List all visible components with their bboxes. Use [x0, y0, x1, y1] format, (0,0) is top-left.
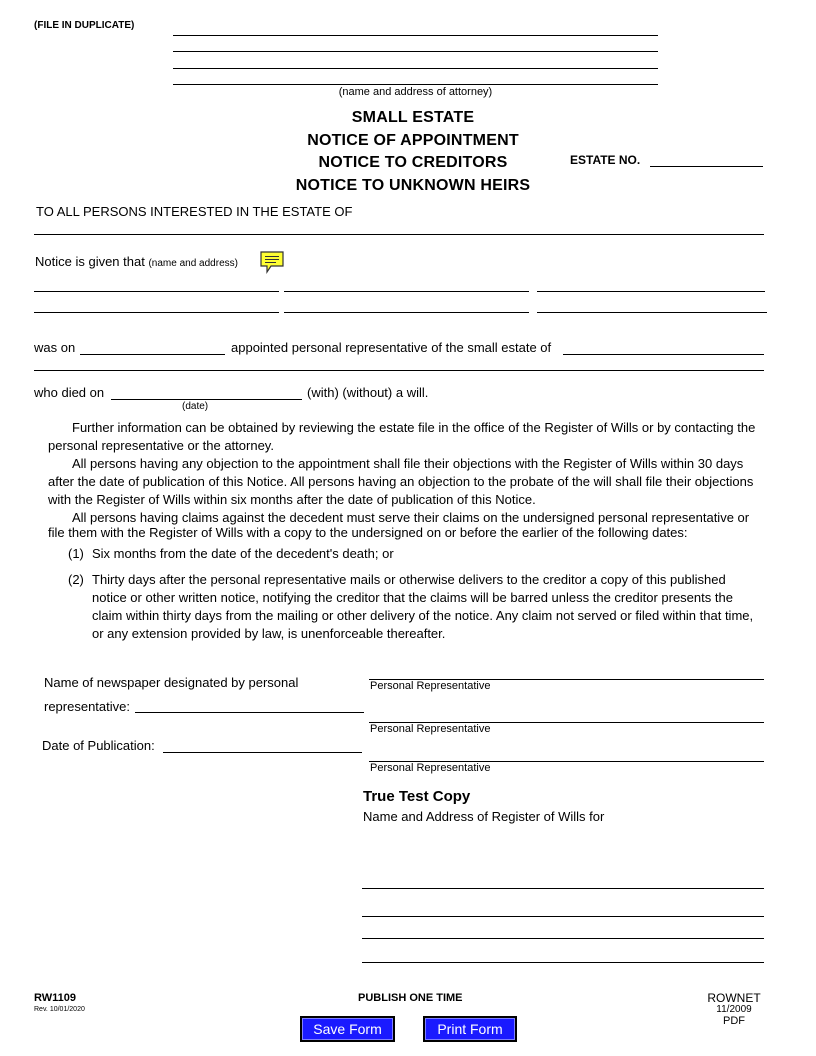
form-code-type: PDF: [723, 1015, 745, 1027]
estate-no-field[interactable]: [650, 152, 763, 167]
date-of-publication-field[interactable]: [163, 738, 362, 753]
was-on-label: was on: [34, 340, 76, 355]
newspaper-label-2: representative:: [44, 699, 130, 714]
paragraph-claims: All persons having claims against the decedent must serve their claims on the undersigned personal representative or file them with the Register of Wills with a copy to the undersigned on or before the earlier of the following dates:: [48, 510, 750, 540]
title-small-estate: SMALL ESTATE: [351, 109, 475, 126]
attorney-line-1[interactable]: [173, 35, 658, 36]
notice-given-caption: (name and address): [148, 258, 238, 269]
notice-given-text: Notice is given that: [35, 254, 145, 269]
pr-signature-caption-3: Personal Representative: [370, 762, 491, 774]
appointed-label: appointed personal representative of the small estate of: [231, 340, 552, 355]
pr-name-line-1a[interactable]: [34, 291, 279, 292]
attorney-line-2[interactable]: [173, 51, 658, 52]
newspaper-field[interactable]: [135, 698, 364, 713]
pr-signature-caption-2: Personal Representative: [370, 723, 491, 735]
newspaper-label-1: Name of newspaper designated by personal: [44, 675, 299, 690]
attorney-caption: (name and address of attorney): [338, 86, 493, 98]
with-without-will: (with) (without) a will.: [307, 385, 429, 400]
register-line-1[interactable]: [362, 888, 764, 889]
form-code: ROWNET: [707, 991, 761, 1005]
notice-given-label: [35, 254, 238, 269]
publish-one-time: PUBLISH ONE TIME: [358, 992, 463, 1004]
title-notice-of-appointment: NOTICE OF APPOINTMENT: [307, 132, 519, 149]
pr-name-line-2b[interactable]: [284, 312, 529, 313]
true-test-copy-title: True Test Copy: [363, 788, 471, 805]
paragraph-objections: All persons having any objection to the appointment shall file their objections with the Register of Wills within 30 days after the date of publication of this Notice. All persons having an objection to the probate of the will shall file their objections with the Register of Wills within six months after the date of publication of this Notice.: [48, 456, 754, 507]
comment-note-icon[interactable]: [259, 250, 285, 274]
pr-name-line-2a[interactable]: [34, 312, 279, 313]
title-notice-to-unknown-heirs: NOTICE TO UNKNOWN HEIRS: [295, 177, 531, 194]
register-line-3[interactable]: [362, 938, 764, 939]
form-id: RW1109: [34, 992, 76, 1004]
title-notice-to-creditors: NOTICE TO CREDITORS: [318, 154, 508, 171]
register-line-4[interactable]: [362, 962, 764, 963]
item-1-text: Six months from the date of the decedent's death; or: [92, 546, 394, 561]
form-code-date: 11/2009: [716, 1004, 752, 1015]
appointment-date-field[interactable]: [80, 340, 225, 355]
who-died-on-label: who died on: [34, 385, 105, 400]
item-1-number: (1): [68, 546, 84, 561]
pr-name-line-1c[interactable]: [537, 291, 765, 292]
attorney-line-3[interactable]: [173, 68, 658, 69]
date-of-death-field[interactable]: [111, 385, 302, 400]
date-caption: (date): [182, 401, 209, 412]
to-all-persons: TO ALL PERSONS INTERESTED IN THE ESTATE OF: [36, 204, 353, 219]
paragraph-further-information: Further information can be obtained by reviewing the estate file in the office of the Register of Wills or by contacting the personal representative or the attorney.: [48, 420, 756, 453]
save-form-button[interactable]: Save Form: [300, 1016, 395, 1042]
decedent-name-line[interactable]: [34, 234, 764, 235]
register-line-2[interactable]: [362, 916, 764, 917]
item-2-text: Thirty days after the personal representative mails or otherwise delivers to the creditor a copy of this published notice or other written notice, notifying the creditor that the claims will be barred unless the creditor presents the claim within thirty days from the mailing or other delivery of the notice. Any claim not served or filed within that time, or any extension provided by law, is unenforceable thereafter.: [92, 572, 754, 641]
small-estate-of-line-2[interactable]: [34, 370, 764, 371]
register-of-wills-caption: Name and Address of Register of Wills for: [363, 809, 605, 824]
small-estate-of-field[interactable]: [563, 340, 764, 355]
pr-signature-caption-1: Personal Representative: [370, 680, 491, 692]
pr-name-line-2c[interactable]: [537, 312, 767, 313]
pr-name-line-1b[interactable]: [284, 291, 529, 292]
attorney-line-4[interactable]: [173, 84, 658, 85]
item-2-number: (2): [68, 572, 84, 587]
form-revision: Rev. 10/01/2020: [34, 1006, 85, 1013]
file-in-duplicate: (FILE IN DUPLICATE): [34, 20, 135, 31]
print-form-button[interactable]: Print Form: [423, 1016, 517, 1042]
estate-no-label: ESTATE NO.: [570, 153, 641, 167]
date-of-publication-label: Date of Publication:: [42, 738, 155, 753]
